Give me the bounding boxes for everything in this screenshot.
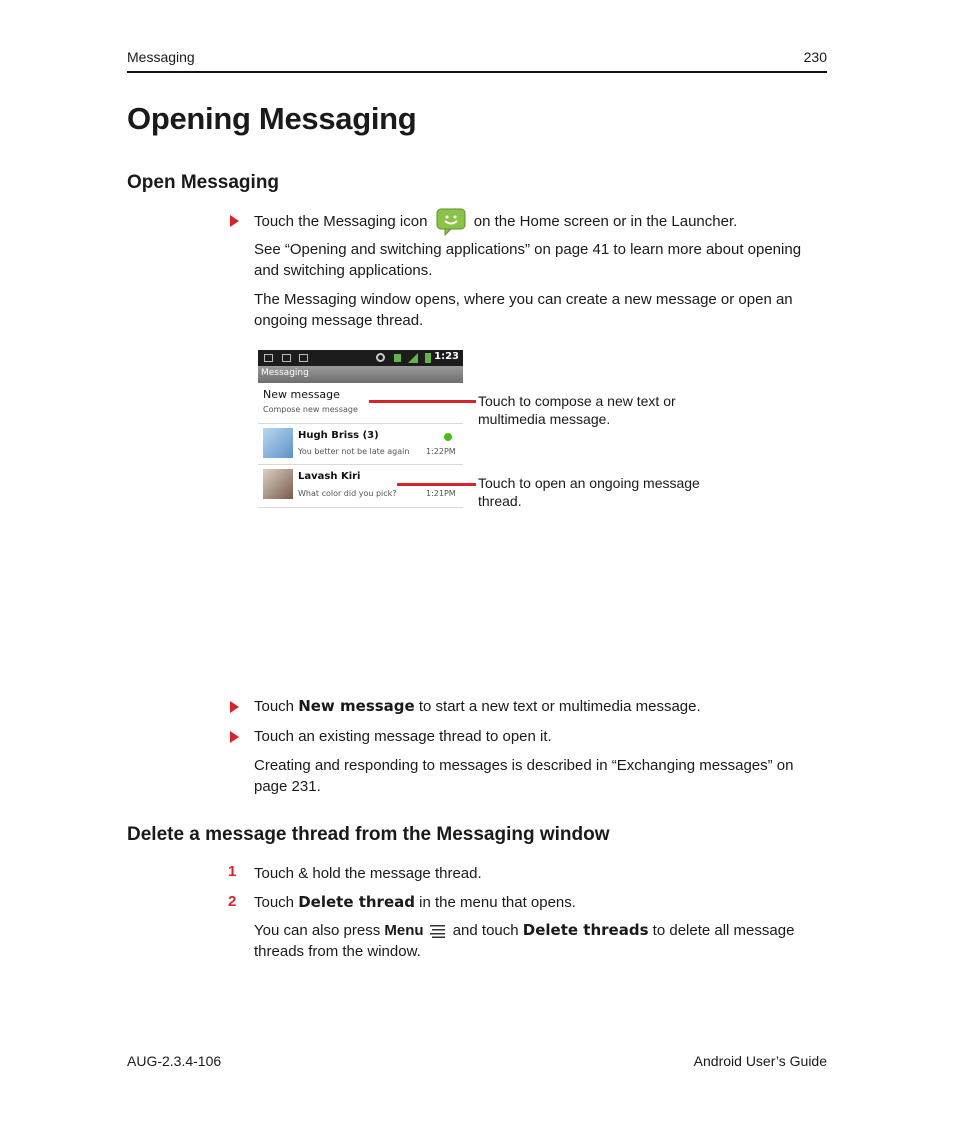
ui-label-new-message: New message [298,697,415,715]
callout-line [369,400,476,403]
thread-time: 1:21PM [426,489,456,498]
app-title-bar [258,366,463,383]
footer-doc-id: AUG-2.3.4-106 [127,1053,222,1069]
para-text-post: to delete all message threads from the window. [254,922,795,960]
thread-preview: You better not be late again [298,447,410,456]
step-text-post: to start a new text or multimedia message. [418,698,701,715]
step-new-message [254,696,834,717]
data-icon [394,354,401,362]
callout-open-thread: Touch to open an ongoing message thread. [478,475,700,509]
status-time: 1:23 [434,351,459,362]
step-text-pre: Touch [254,894,295,911]
step-number: 2 [228,893,237,910]
ui-label-delete-threads: Delete threads [522,921,649,939]
step-number: 1 [228,863,237,880]
contact-avatar [263,428,293,458]
para-text-mid: and touch [452,922,519,939]
step-open-thread: Touch an existing message thread to open it. [254,728,552,745]
bullet-marker [230,731,239,743]
step-text-pre: Touch [254,698,295,715]
thread-preview: What color did you pick? [298,489,397,498]
thread-row[interactable] [258,465,463,508]
paragraph-switching-apps: See “Opening and switching applications” on page 41 to learn more about opening and switching applications. [254,241,802,279]
signal-icon [408,353,418,363]
para-text-pre: You can also press [254,922,381,939]
callout-compose: Touch to compose a new text or multimedia message. [478,393,676,427]
thread-row[interactable] [258,424,463,465]
status-bar [258,350,463,366]
step-text-post: on the Home screen or in the Launcher. [473,212,738,230]
gps-icon [376,353,385,362]
bullet-marker [230,215,239,227]
new-message-row[interactable] [258,383,463,424]
mail-notification-icon [264,354,273,362]
thread-name: Lavash Kiri [298,471,361,482]
step-touch-hold: Touch & hold the message thread. [254,865,482,882]
paragraph-window-opens: The Messaging window opens, where you can create a new message or open an ongoing message thread. [254,291,793,329]
paragraph-delete-all [254,920,829,962]
calendar-notification-icon [282,354,291,362]
callout-line [397,483,476,486]
new-message-label: New message [263,388,340,401]
messaging-app-icon [436,208,466,236]
message-notification-icon [299,354,308,362]
bullet-marker [230,701,239,713]
header-rule [127,71,827,73]
running-header-section: Messaging [127,49,195,65]
page-number: 230 [803,49,827,65]
section-heading-open-messaging: Open Messaging [127,172,280,193]
section-heading-delete-thread: Delete a message thread from the Messaging window [127,824,610,845]
app-title: Messaging [261,368,309,378]
thread-name: Hugh Briss (3) [298,430,379,441]
new-message-sub: Compose new message [263,405,358,414]
contact-avatar [263,469,293,499]
ui-label-menu: Menu [384,922,424,939]
ui-label-delete-thread: Delete thread [298,893,415,911]
online-status-icon [444,433,452,441]
menu-icon [428,924,446,938]
footer-guide-title: Android User’s Guide [693,1053,827,1069]
paragraph-exchanging-messages: Creating and responding to messages is described in “Exchanging messages” on page 231. [254,757,794,795]
step-open-messaging [254,208,834,236]
page-title: Opening Messaging [127,101,417,136]
thread-time: 1:22PM [426,447,456,456]
battery-icon [425,353,431,363]
step-delete-thread [254,892,834,913]
step-text-pre: Touch the Messaging icon [254,212,428,230]
step-text-post: in the menu that opens. [419,894,576,911]
